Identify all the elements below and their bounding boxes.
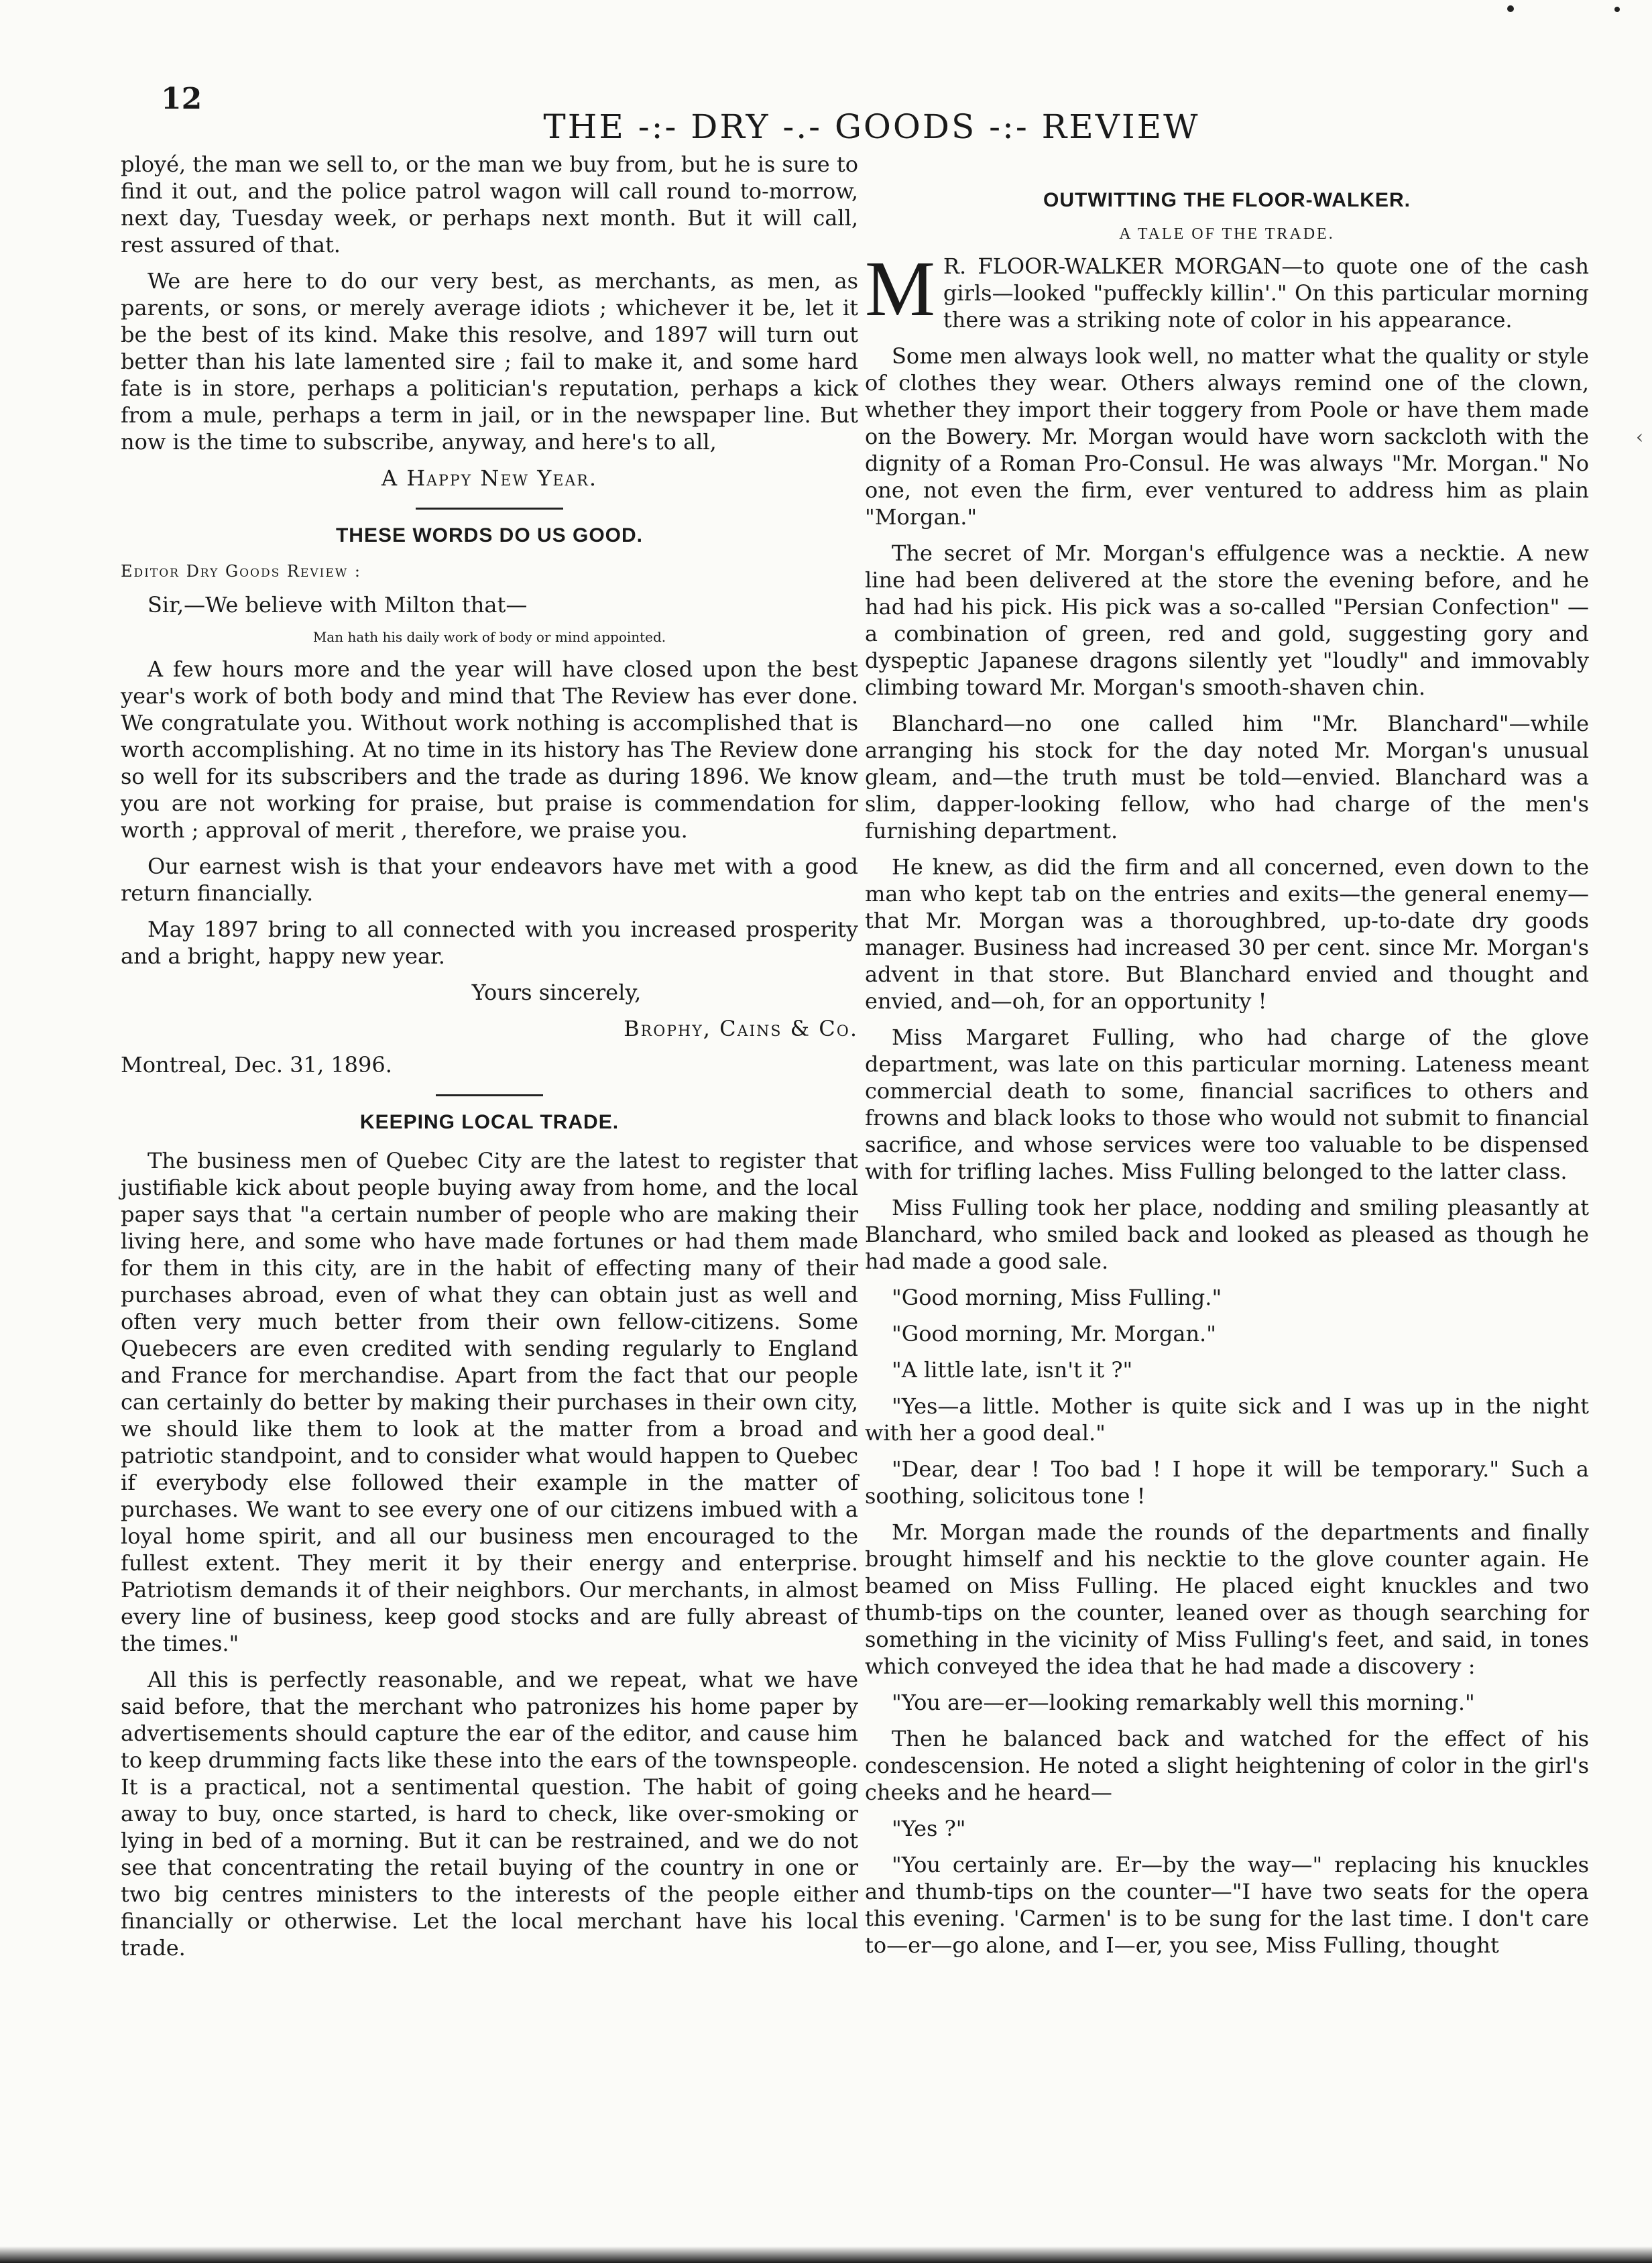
paragraph: Some men always look well, no matter what the quality or style of clothes they wear. Others always remind one of the clown, whether they import their toggery from Poole or have them made on the Bowery. Mr. Morgan would have worn sackcloth with the dignity of a Roman Pro-Consul. He was always "Mr. Morgan." No one, not even the firm, ever ventured to address him as plain "Morgan." [865, 343, 1589, 530]
article-heading: KEEPING LOCAL TRADE. [359, 1111, 620, 1133]
quotation: Man hath his daily work of body or mind appointed. [312, 629, 666, 645]
section-divider [436, 1094, 543, 1096]
left-column [121, 151, 858, 1971]
paragraph: Miss Margaret Fulling, who had charge of the glove department, was late on this particular morning. Lateness meant commercial death to some, financial sacrifices to others and frowns and black looks to those who would not submit to financial sacrifice, and whose services were too valuable to be dispensed with for trifling laches. Miss Fulling belonged to the latter class. [865, 1025, 1589, 1184]
paragraph: Blanchard—no one called him "Mr. Blanchard"—while arranging his stock for the day noted Mr. Morgan's unusual gleam, and—the truth must be told—envied. Blanchard was a slim, dapper-looking fellow, who had charge of the men's furnishing department. [865, 711, 1589, 844]
closing-line: A Happy New Year. [381, 465, 598, 491]
salutation-sir: Sir,—We believe with Milton that— [148, 592, 528, 618]
scan-edge-shadow [0, 2246, 1652, 2263]
section-divider [416, 508, 563, 510]
paragraph: He knew, as did the firm and all concerned, even down to the man who kept tab on the entries and exits—the general enemy—that Mr. Morgan was a thoroughbred, up-to-date dry goods manager. Business had increased 30 per cent. since Mr. Morgan's advent in that store. But Blanchard envied and thought and envied, and—oh, for an opportunity ! [865, 854, 1589, 1014]
dialogue-line: "Good morning, Miss Fulling." [892, 1285, 1222, 1310]
paragraph: A few hours more and the year will have closed upon the best year's work of both body and mind that The Review has ever done. We congratulate you. Without work nothing is accomplished that is worth accomplishing. At no time in its history has The Review done so well for its subscribers and the trade as during 1896. We know you are not working for praise, but praise is commendation for worth ; approval of merit , therefore, we praise you. [121, 656, 858, 843]
letter-closing: Yours sincerely, [471, 980, 642, 1005]
dialogue-line: "You are—er—looking remarkably well this morning." [892, 1690, 1475, 1715]
paragraph: All this is perfectly reasonable, and we repeat, what we have said before, that the merchant who patronizes his home paper by advertisements should capture the ear of the editor, and cause him to keep drumming facts like these into the ears of the townspeople. It is a practical, not a sentimental question. The habit of going away to buy, once started, is hard to check, like over-smoking or lying in bed of a morning. But it can be restrained, and we do not see that concentrating the retail buying of the country in one or two big centres ministers to the interests of the people either financially or otherwise. Let the local merchant have his local trade. [121, 1667, 858, 1961]
paragraph: We are here to do our very best, as merchants, as men, as parents, or sons, or merely average idiots ; whichever it be, let it be the best of its kind. Make this resolve, and 1897 will turn out better than his late lamented sire ; fail to make it, and some hard fate is in store, perhaps a politician's reputation, perhaps a kick from a mule, perhaps a term in jail, or in the newspaper line. But now is the time to subscribe, anyway, and here's to all, [121, 268, 858, 455]
ink-speck [1614, 7, 1620, 12]
running-head: THE -:- DRY -.- GOODS -:- REVIEW [543, 107, 1200, 146]
right-column [865, 174, 1589, 1968]
dialogue-line: "Yes—a little. Mother is quite sick and I was up in the night with her a good deal." [865, 1393, 1589, 1446]
paragraph: Then he balanced back and watched for the effect of his condescension. He noted a slight heightening of color in the girl's cheeks and he heard— [865, 1726, 1589, 1805]
salutation-editor: Editor Dry Goods Review : [121, 562, 361, 581]
article-heading: OUTWITTING THE FLOOR-WALKER. [1043, 189, 1411, 211]
paragraph: "You certainly are. Er—by the way—" replacing his knuckles and thumb-tips on the counter—"I have two seats for the opera this evening. 'Carmen' is to be sung for the last time. I don't care to—er—go alone, and I—er, you see, Miss Fulling, thought [865, 1852, 1589, 1958]
article-heading: THESE WORDS DO US GOOD. [335, 524, 644, 546]
margin-mark: ‹ [1636, 426, 1644, 448]
paragraph: Miss Fulling took her place, nodding and smiling pleasantly at Blanchard, who smiled back and looked as pleased as though he had made a good sale. [865, 1195, 1589, 1274]
dialogue-line: "A little late, isn't it ?" [892, 1357, 1133, 1383]
dialogue-line: "Yes ?" [892, 1816, 966, 1841]
article-subheading: A TALE OF THE TRADE. [1119, 225, 1335, 243]
paragraph [865, 245, 1589, 333]
paragraph: The secret of Mr. Morgan's effulgence was a necktie. A new line had been delivered at the store the evening before, and he had had his pick. His pick was a so-called "Persian Confection" —a combination of green, red and gold, suggesting gory and dyspeptic Japanese dragons silently yet "loudly" and immovably climbing toward Mr. Morgan's smooth-shaven chin. [865, 540, 1589, 700]
dialogue-line: "Dear, dear ! Too bad ! I hope it will be temporary." Such a soothing, solicitous tone ! [865, 1456, 1589, 1509]
paragraph: The business men of Quebec City are the latest to register that justifiable kick about people buying away from home, and the local paper says that "a certain number of people who are making their living here, and some who have made fortunes or had them made for them in this city, are in the habit of effecting many of their purchases abroad, even of what they can obtain just as well and often very much better from their own fellow-citizens. Some Quebecers are even credited with sending regularly to England and France for merchandise. Apart from the fact that our people can certainly do better by making their purchases in their own city, we should like them to look at the matter from a broad and patriotic standpoint, and to consider what would happen to Quebec if everybody else followed their example in the matter of purchases. We want to see every one of our citizens imbued with a loyal home spirit, and all our business men encouraged to the fullest extent. They merit it by their energy and enterprise. Patriotism demands it of their neighbors. Our merchants, in almost every line of business, keep good stocks and are fully abreast of the times." [121, 1148, 858, 1656]
paragraph: Our earnest wish is that your endeavors have met with a good return financially. [121, 854, 858, 906]
ink-speck [1507, 5, 1514, 12]
paragraph: ployé, the man we sell to, or the man we buy from, but he is sure to find it out, and the police patrol wagon will call round to-morrow, next day, Tuesday week, or perhaps next month. But it will call, rest assured of that. [121, 152, 858, 257]
dialogue-line: "Good morning, Mr. Morgan." [892, 1321, 1216, 1346]
paragraph: May 1897 bring to all connected with you increased prosperity and a bright, happy new year. [121, 917, 858, 969]
paragraph: Mr. Morgan made the rounds of the departments and finally brought himself and his necktie to the glove counter again. He beamed on Miss Fulling. He placed eight knuckles and two thumb-tips on the counter, leaned over as though searching for something in the vicinity of Miss Fulling's feet, and said, in tones which conveyed the idea that he had made a discovery : [865, 1519, 1589, 1679]
page-number: 12 [161, 82, 202, 116]
drop-cap: M [865, 245, 935, 333]
letter-signature: Brophy, Cains & Co. [624, 1016, 858, 1041]
paragraph-text: R. FLOOR-WALKER MORGAN—to quote one of the cash girls—looked "puffeckly killin'." On this particular morning there was a striking note of color in his appearance. [943, 253, 1589, 333]
dateline: Montreal, Dec. 31, 1896. [121, 1052, 392, 1078]
